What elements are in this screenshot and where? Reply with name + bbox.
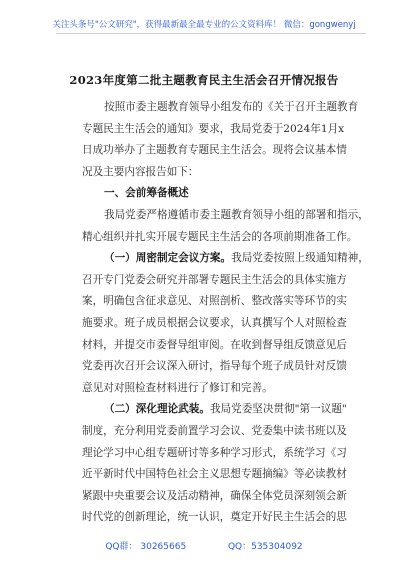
paragraph-line: 紧跟中央重要会议及活动精神，确保全体党员深刻领会新: [82, 489, 347, 502]
qq-group-link[interactable]: QQ群： 30265665: [105, 542, 187, 552]
paragraph-line: 制度，充分利用党委前置学习会议、党委集中读书班以及: [82, 424, 347, 437]
paragraph-line: 召开专门党委会研究并部署专题民主生活会的具体实施方: [82, 273, 347, 286]
section-heading: 一、会前筹备概述: [104, 187, 189, 200]
paragraph-line: 施要求。班子成员根据会议要求，认真撰写个人对照检查: [82, 316, 347, 329]
header-divider: [56, 33, 366, 34]
paragraph-line: 意见对对照检查材料进行了修订和完善。: [82, 381, 273, 394]
paragraph-line: 日成功举办了主题教育专题民主生活会。现将会议基本情: [82, 144, 347, 157]
subsection-heading: （一）周密制定会议方案。: [104, 252, 232, 265]
paragraph-line: 案，明确包含征求意见、对照剖析、整改落实等环节的实: [82, 295, 347, 308]
subsection-text: 我局党委坚决贯彻"第一议题": [209, 403, 347, 416]
paragraph-line: 况及主要内容报告如下：: [82, 165, 199, 178]
paragraph-line: 专题民主生活会的通知》要求，我局党委于2024年1月x: [82, 122, 345, 135]
subsection-text: 我局党委按照上级通知精神，: [231, 252, 369, 265]
subsection-line: [82, 248, 369, 270]
qq-contact-link[interactable]: QQ：535304092: [227, 542, 303, 552]
paragraph-line: 时代党的创新理论，统一认识，奠定开好民主生活会的思: [82, 511, 347, 524]
subsection-line: [82, 399, 352, 421]
paragraph-line: 精心组织并扎实开展专题民主生活会的各项前期准备工作。: [82, 230, 358, 243]
paragraph-line: 理论学习中心组专题研讨等多种学习形式，系统学习《习: [82, 446, 347, 459]
paragraph-line: 近平新时代中国特色社会主义思想专题摘编》等必读教材: [82, 468, 347, 481]
paragraph-line: 按照市委主题教育领导小组发布的《关于召开主题教育: [104, 101, 359, 113]
top-banner: 关注头条号"公文研究"，获得最新最全最专业的公文资料库！ 微信：gongwenyj: [52, 20, 356, 30]
paragraph-line: 材料，并提交市委督导组审阅。在收到督导组反馈意见后: [82, 338, 347, 351]
paragraph-line: 我局党委严格遵循市委主题教育领导小组的部署和指示，: [104, 208, 369, 221]
footer-contact: [0, 539, 408, 552]
paragraph-line: 党委再次召开会议深入研讨，指导每个班子成员针对反馈: [82, 360, 347, 373]
subsection-heading: （二）深化理论武装。: [104, 403, 210, 416]
document-body: [82, 97, 369, 529]
document-title: 2023年度第二批主题教育民主生活会召开情况报告: [69, 73, 339, 87]
